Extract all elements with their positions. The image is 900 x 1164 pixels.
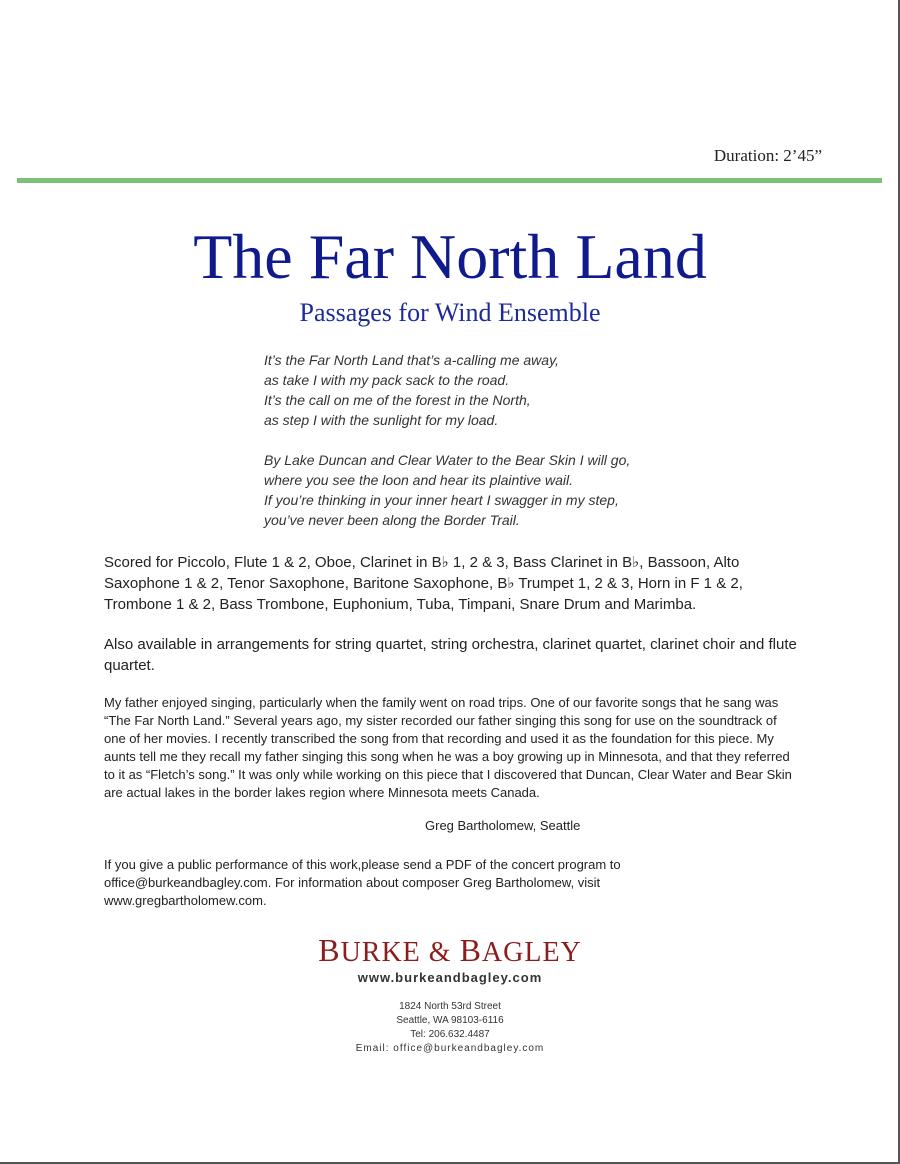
poem-line: you’ve never been along the Border Trail.	[264, 512, 520, 528]
address-email: Email: office@burkeandbagley.com	[355, 1043, 545, 1054]
address-city: Seattle, WA 98103-6116	[396, 1015, 504, 1026]
poem-stanza-2	[264, 450, 784, 530]
page-title: The Far North Land	[193, 221, 707, 292]
poem-line: It’s the Far North Land that’s a-calling me away,	[264, 352, 559, 368]
publisher-address	[0, 1000, 900, 1056]
poem-line: It’s the call on me of the forest in the North,	[264, 392, 531, 408]
poem-stanza-1	[264, 350, 784, 430]
poem-line: By Lake Duncan and Clear Water to the Bear Skin I will go,	[264, 452, 631, 468]
publisher-logo: BURKE & BAGLEY	[318, 932, 582, 968]
poem-line: as take I with my pack sack to the road.	[264, 372, 510, 388]
instrumentation-text: Scored for Piccolo, Flute 1 & 2, Oboe, Clarinet in B♭ 1, 2 & 3, Bass Clarinet in B♭, Bassoon, Alto Saxophone 1 & 2, Tenor Saxophone, Baritone Saxophone, B♭ Trumpet 1, 2 & 3, Horn in F 1 & 2, Trombone 1 & 2, Bass Trombone, Euphonium, Tuba, Timpani, Snare Drum and Marimba.	[104, 554, 743, 613]
poem	[264, 350, 784, 550]
performance-note: If you give a public performance of this work,please send a PDF of the concert program to office@burkeandbagley.com. For information about composer Greg Bartholomew, visit www.gregbartholomew.com.	[104, 857, 621, 908]
program-notes: My father enjoyed singing, particularly when the family went on road trips. One of our favorite songs that he sang was “The Far North Land.” Several years ago, my sister recorded our father singing this song for use on the soundtrack of one of her movies. I recently transcribed the song from that recording and used it as the foundation for this piece. My aunts tell me they recall my father singing this song when he was a boy growing up in Minnesota, and that they referred to it as “Fletch’s song.” It was only while working on this piece that I discovered that Duncan, Clear Water and Bear Skin are actual lakes in the border lakes region where Minnesota meets Canada.	[104, 695, 792, 800]
publisher-website: www.burkeandbagley.com	[357, 970, 543, 985]
poem-line: as step I with the sunlight for my load.	[264, 412, 499, 428]
poem-line: If you’re thinking in your inner heart I swagger in my step,	[264, 492, 619, 508]
duration-label: Duration: 2’45”	[713, 146, 822, 165]
poem-line: where you see the loon and hear its plaintive wail.	[264, 472, 573, 488]
arrangements-text: Also available in arrangements for string quartet, string orchestra, clarinet quartet, clarinet choir and flute quartet.	[104, 636, 797, 674]
address-street: 1824 North 53rd Street	[399, 1001, 501, 1012]
page-subtitle: Passages for Wind Ensemble	[299, 298, 601, 327]
header-divider	[17, 178, 882, 183]
composer-signature: Greg Bartholomew, Seattle	[425, 818, 581, 833]
address-phone: Tel: 206.632.4487	[410, 1029, 490, 1040]
